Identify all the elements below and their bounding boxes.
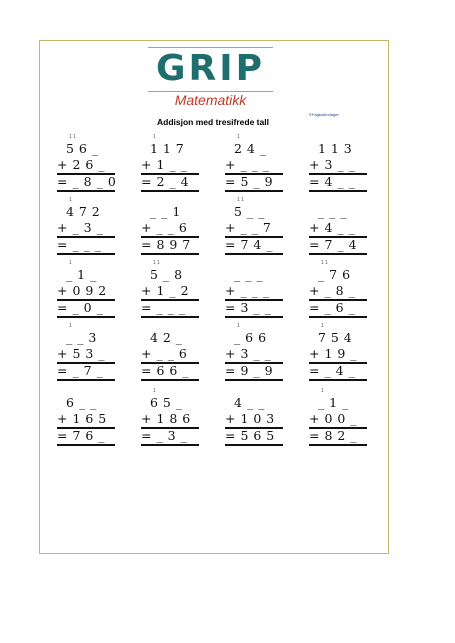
top-number: _ _ _ (225, 267, 264, 282)
answer-underline (141, 253, 199, 255)
addition-problem (57, 196, 117, 258)
addition-problem (225, 196, 285, 258)
addition-problem (309, 387, 369, 449)
addend-row: + _ 8 _ (309, 283, 356, 298)
top-number: 4 7 2 (57, 204, 101, 219)
top-number: 5 _ 8 (141, 267, 183, 282)
addend-row: + 0 0 _ (309, 411, 358, 426)
top-number: 5 _ _ (225, 204, 265, 219)
sum-row: = 6 6 _ (141, 363, 190, 378)
top-number: _ _ 1 (141, 204, 181, 219)
sum-row: = 9 _ 9 (225, 363, 274, 378)
sum-line (309, 299, 367, 301)
addition-problem (225, 387, 285, 449)
carry-marks: 1 (153, 134, 156, 140)
sum-line (141, 173, 199, 175)
sum-row: = 2 _ 4 (141, 174, 190, 189)
answer-underline (57, 444, 115, 446)
top-number: _ 6 6 (225, 330, 267, 345)
addition-problem (225, 133, 285, 195)
answer-underline (57, 253, 115, 255)
sum-row: = 4 _ _ (309, 174, 356, 189)
top-number: 6 5 _ (141, 395, 183, 410)
addend-row: + 2 6 _ (57, 157, 106, 172)
answer-underline (225, 190, 283, 192)
sum-row: = _ 7 _ (57, 363, 104, 378)
addend-row: + _ _ _ (225, 283, 270, 298)
addition-problem (57, 259, 117, 321)
addend-row: + 1 6 5 (57, 411, 107, 426)
answer-underline (141, 444, 199, 446)
sum-line (141, 362, 199, 364)
addition-problem (57, 387, 117, 449)
sum-line (57, 236, 115, 238)
top-number: _ 7 6 (309, 267, 351, 282)
sum-line (141, 299, 199, 301)
sum-line (309, 427, 367, 429)
addition-problem (141, 322, 201, 384)
sum-line (225, 427, 283, 429)
top-number: _ 1 _ (309, 395, 349, 410)
carry-marks: 1 1 (69, 134, 76, 140)
sum-line (225, 299, 283, 301)
carry-marks: 1 1 (237, 197, 244, 203)
top-number: 1 1 7 (141, 141, 185, 156)
answer-underline (309, 190, 367, 192)
answer-underline (309, 316, 367, 318)
addend-row: + _ 3 _ (57, 220, 104, 235)
sum-row: = _ 3 _ (141, 428, 188, 443)
publisher-credit: ©Fagbokforlaget (309, 112, 339, 117)
top-number: _ _ _ (309, 204, 348, 219)
worksheet-title: Addisjon med tresifrede tall (157, 117, 269, 127)
addition-problem (141, 387, 201, 449)
sum-row: = _ 6 _ (309, 300, 356, 315)
carry-marks: 1 (321, 388, 324, 394)
top-number: 4 _ _ (225, 395, 265, 410)
addition-problem (309, 322, 369, 384)
carry-marks: 1 (153, 388, 156, 394)
answer-underline (141, 379, 199, 381)
addition-problem (57, 133, 117, 195)
addend-row: + 1 8 6 (141, 411, 191, 426)
sum-row: = _ 0 _ (57, 300, 104, 315)
addition-problem (309, 259, 369, 321)
answer-underline (309, 253, 367, 255)
addition-problem (309, 196, 369, 258)
answer-underline (225, 253, 283, 255)
addend-row: + 5 3 _ (57, 346, 106, 361)
sum-line (225, 173, 283, 175)
carry-marks: 1 (69, 323, 72, 329)
addition-problem (141, 196, 201, 258)
answer-underline (57, 379, 115, 381)
sum-row: = 7 6 _ (57, 428, 106, 443)
addend-row: + 3 _ _ (309, 157, 356, 172)
answer-underline (309, 444, 367, 446)
top-number: 5 6 _ (57, 141, 99, 156)
top-number: 7 5 4 (309, 330, 353, 345)
sum-row: = _ 8 _ 0 (57, 174, 117, 189)
sum-row: = _ 4 _ (309, 363, 356, 378)
sum-row: = _ _ _ (141, 300, 186, 315)
carry-marks: 1 (237, 323, 240, 329)
top-number: 4 2 _ (141, 330, 183, 345)
sum-row: = 3 _ _ (225, 300, 272, 315)
addend-row: + 1 _ 2 (141, 283, 190, 298)
sum-line (225, 236, 283, 238)
addition-problem (141, 133, 201, 195)
sum-line (57, 427, 115, 429)
answer-underline (57, 316, 115, 318)
addition-problem (309, 133, 369, 195)
answer-underline (225, 316, 283, 318)
carry-marks: 1 (321, 323, 324, 329)
answer-underline (141, 190, 199, 192)
addend-row: + _ _ 7 (225, 220, 272, 235)
top-number: 2 4 _ (225, 141, 267, 156)
addition-problem (141, 259, 201, 321)
addend-row: + 1 _ _ (141, 157, 188, 172)
sum-row: = 7 4 _ (225, 237, 274, 252)
carry-marks: 1 (237, 134, 240, 140)
top-number: _ 1 _ (57, 267, 97, 282)
sum-row: = _ _ _ (57, 237, 102, 252)
addend-row: + _ _ _ (225, 157, 270, 172)
sum-line (57, 362, 115, 364)
top-number: 1 1 3 (309, 141, 353, 156)
sum-line (141, 236, 199, 238)
sum-line (57, 299, 115, 301)
carry-marks: 1 1 (321, 260, 328, 266)
carry-marks: 1 (69, 197, 72, 203)
sum-row: = 5 6 5 (225, 428, 275, 443)
answer-underline (309, 379, 367, 381)
answer-underline (57, 190, 115, 192)
addend-row: + 3 _ _ (225, 346, 272, 361)
addition-problem (225, 322, 285, 384)
answer-underline (141, 316, 199, 318)
sum-row: = 5 _ 9 (225, 174, 274, 189)
addend-row: + 1 9 _ (309, 346, 358, 361)
carry-marks: 1 1 (153, 260, 160, 266)
addend-row: + _ _ 6 (141, 346, 188, 361)
top-number: 6 _ _ (57, 395, 97, 410)
addition-problem (225, 259, 285, 321)
sum-line (225, 362, 283, 364)
sum-line (141, 427, 199, 429)
sum-line (309, 362, 367, 364)
sum-row: = 8 9 7 (141, 237, 191, 252)
sum-line (309, 173, 367, 175)
top-number: _ _ 3 (57, 330, 97, 345)
addend-row: + 0 9 2 (57, 283, 107, 298)
carry-marks: 1 (69, 260, 72, 266)
logo-grip: GRIP (155, 48, 266, 89)
addend-row: + 1 0 3 (225, 411, 275, 426)
sum-row: = 8 2 _ (309, 428, 358, 443)
sum-line (57, 173, 115, 175)
answer-underline (225, 444, 283, 446)
sum-row: = 7 _ 4 (309, 237, 358, 252)
addition-problem (57, 322, 117, 384)
addend-row: + 4 _ _ (309, 220, 356, 235)
answer-underline (225, 379, 283, 381)
addend-row: + _ _ 6 (141, 220, 188, 235)
logo-subtitle: Matematikk (174, 92, 247, 108)
sum-line (309, 236, 367, 238)
